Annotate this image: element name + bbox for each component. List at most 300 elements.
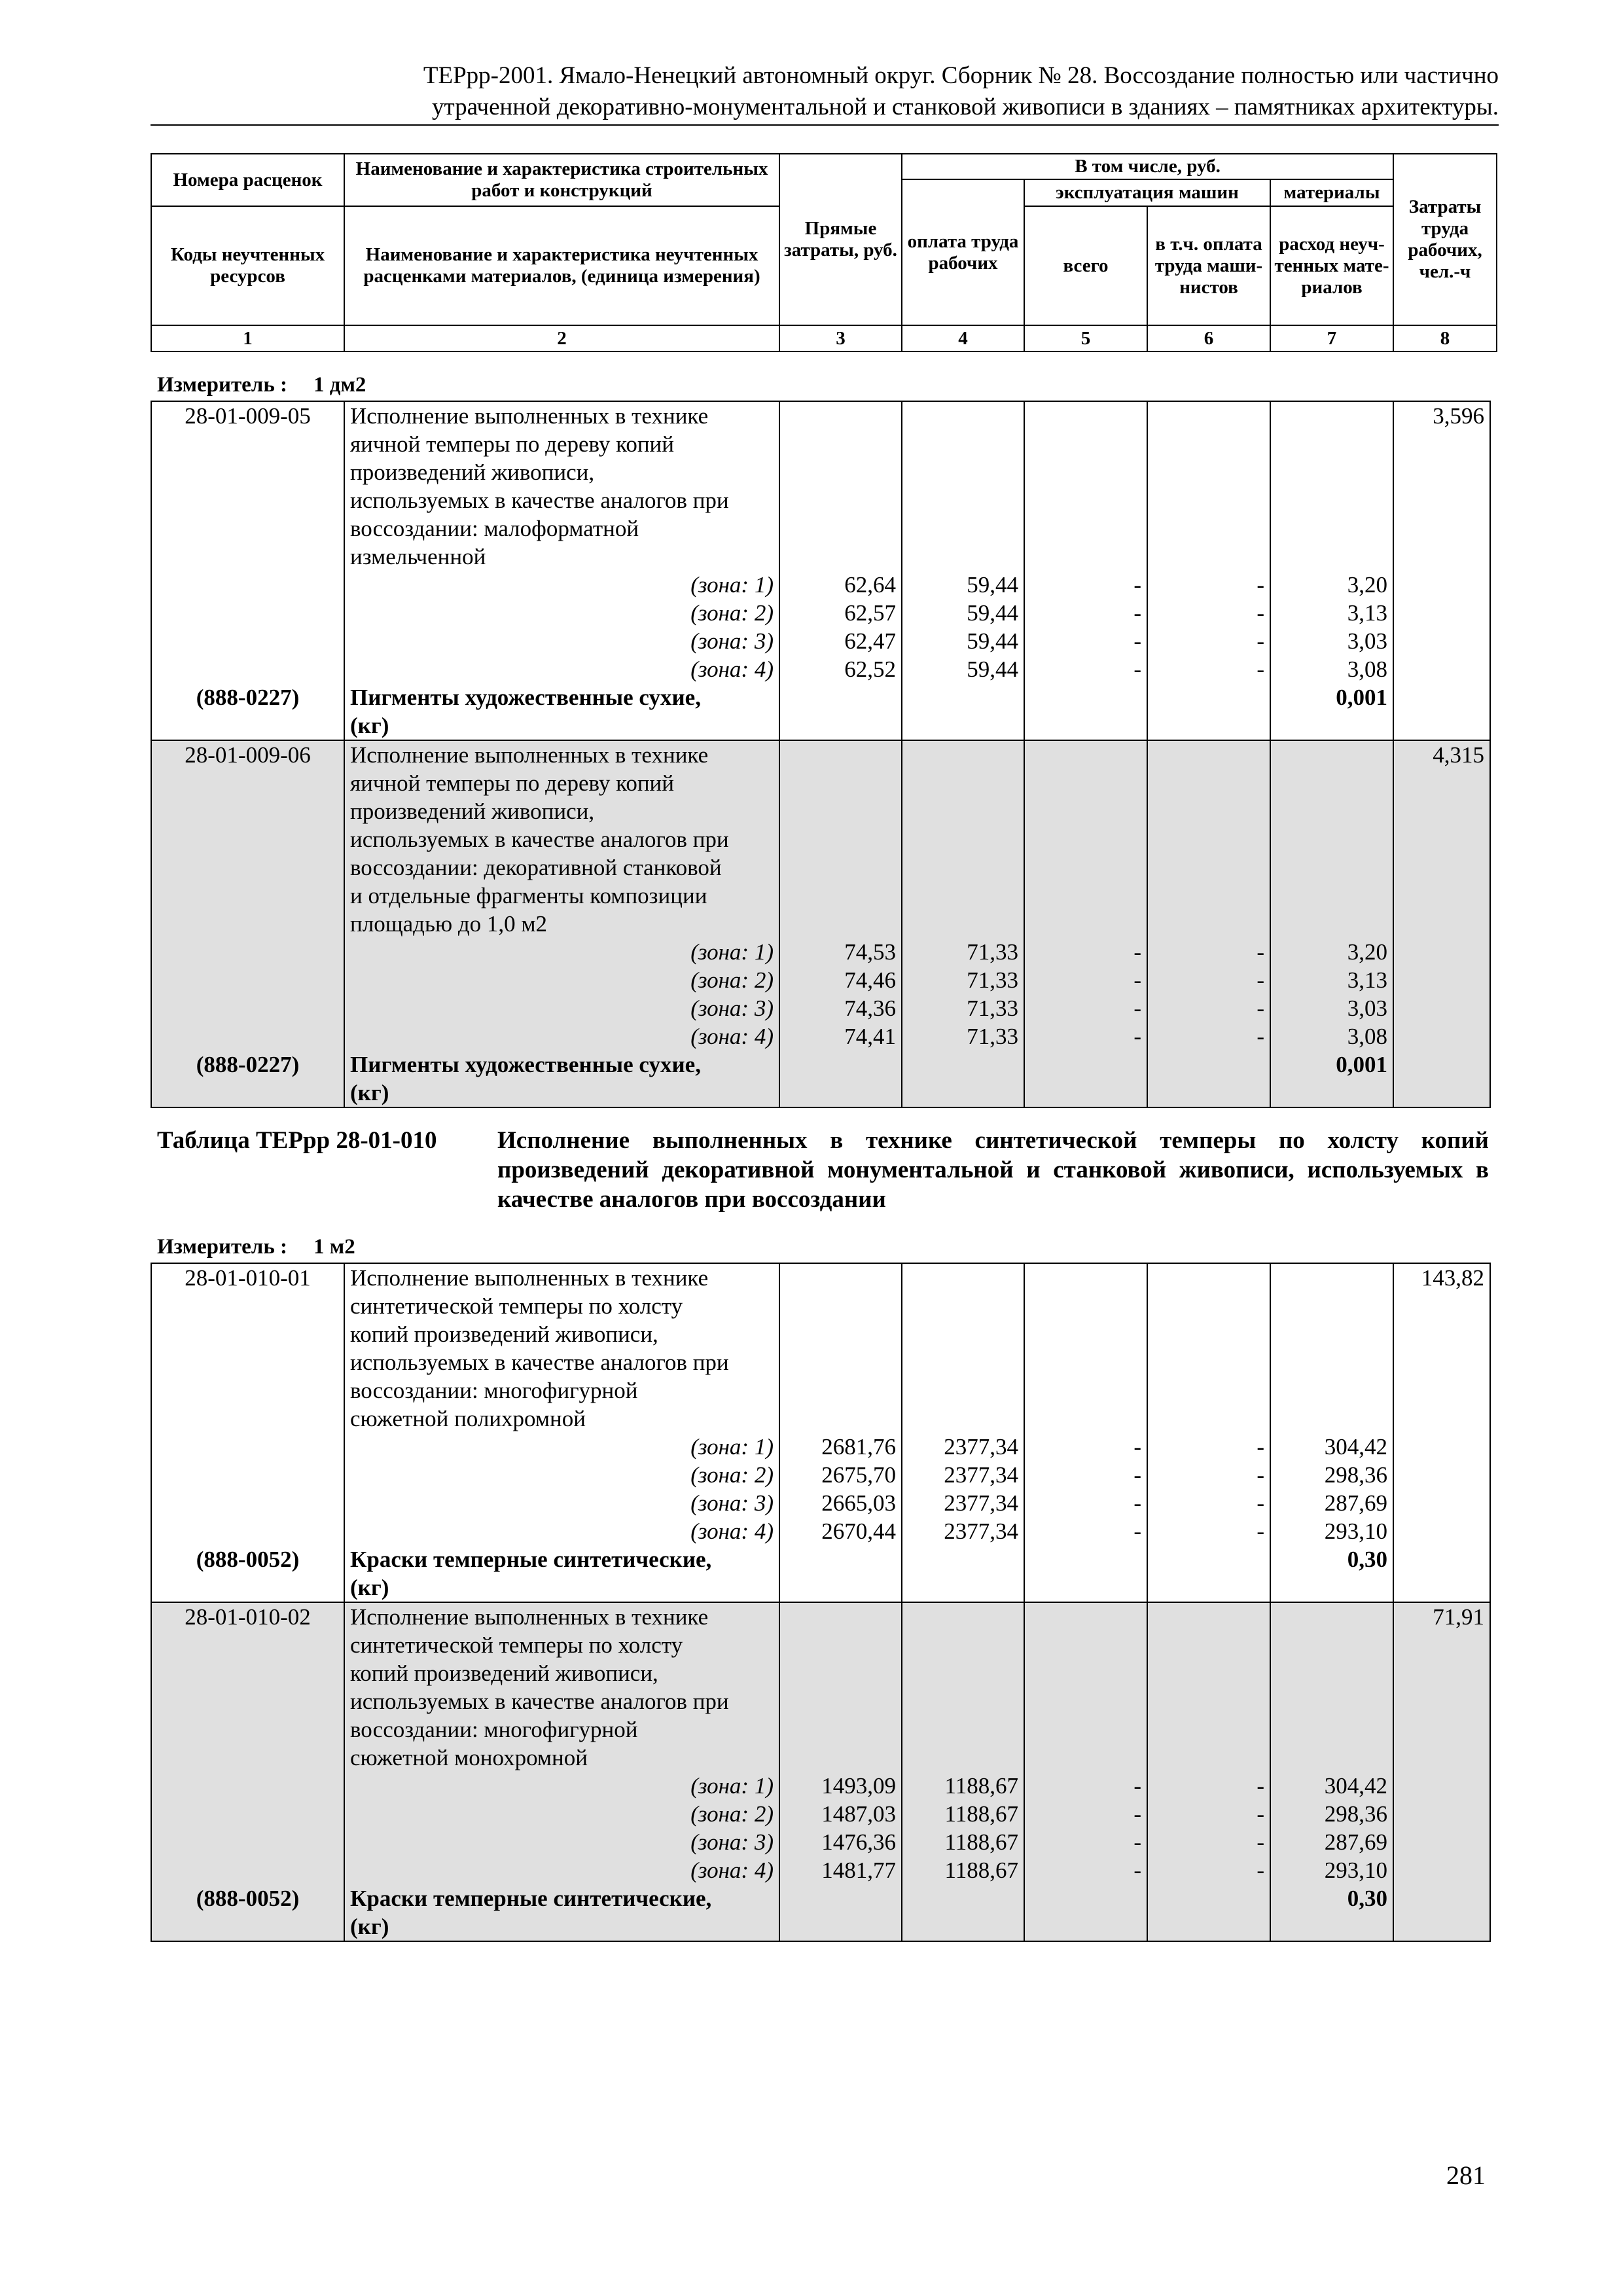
- empty-cell: [1393, 825, 1490, 853]
- labor-pay: 59,44: [902, 571, 1024, 599]
- empty-cell: [779, 740, 902, 769]
- empty-cell: [1024, 910, 1147, 938]
- empty-cell: [902, 711, 1024, 740]
- empty-cell: [1270, 1659, 1393, 1687]
- zone-label: (зона: 1): [344, 938, 779, 966]
- empty-cell: [779, 1631, 902, 1659]
- empty-cell: [902, 1744, 1024, 1772]
- empty-cell: [902, 1659, 1024, 1687]
- empty-cell: [1024, 514, 1147, 543]
- empty-cell: [779, 1659, 902, 1687]
- labor-pay: 2377,34: [902, 1461, 1024, 1489]
- empty-cell: [1393, 1079, 1490, 1107]
- rates-table: [151, 401, 1491, 1108]
- empty-cell: [1147, 1292, 1270, 1320]
- empty-cell: [779, 1405, 902, 1433]
- direct-costs: 62,57: [779, 599, 902, 627]
- zone-label: (зона: 1): [344, 1433, 779, 1461]
- work-name-line: Исполнение выполненных в технике: [344, 1263, 779, 1292]
- empty-cell: [151, 1433, 344, 1461]
- empty-cell: [1024, 458, 1147, 486]
- direct-costs: 2665,03: [779, 1489, 902, 1517]
- rate-entry: [151, 1263, 1490, 1602]
- empty-cell: [779, 543, 902, 571]
- header-line-2: утраченной декоративно-монументальной и станковой живописи в зданиях – памятниках архитектуры.: [431, 94, 1499, 120]
- empty-cell: [902, 1573, 1024, 1602]
- machinist-pay: -: [1147, 1022, 1270, 1050]
- empty-cell: [1147, 853, 1270, 882]
- empty-cell: [1393, 1828, 1490, 1856]
- empty-cell: [902, 514, 1024, 543]
- empty-cell: [902, 853, 1024, 882]
- empty-cell: [902, 1545, 1024, 1573]
- rates-table: [151, 1263, 1491, 1942]
- materials-cost: 293,10: [1270, 1856, 1393, 1884]
- resource-quantity: 0,30: [1270, 1884, 1393, 1912]
- empty-cell: [1024, 769, 1147, 797]
- materials-cost: 3,08: [1270, 655, 1393, 683]
- empty-cell: [1393, 683, 1490, 711]
- col-machines-total: всего: [1024, 206, 1147, 325]
- zone-label: (зона: 1): [344, 571, 779, 599]
- empty-cell: [902, 1348, 1024, 1376]
- empty-cell: [1393, 430, 1490, 458]
- empty-cell: [902, 430, 1024, 458]
- empty-cell: [1147, 430, 1270, 458]
- empty-cell: [1147, 797, 1270, 825]
- empty-cell: [779, 1292, 902, 1320]
- empty-cell: [1393, 1376, 1490, 1405]
- materials-cost: 287,69: [1270, 1489, 1393, 1517]
- work-name-line: произведений живописи,: [344, 458, 779, 486]
- empty-cell: [902, 1405, 1024, 1433]
- empty-cell: [779, 514, 902, 543]
- empty-cell: [1393, 543, 1490, 571]
- direct-costs: 74,46: [779, 966, 902, 994]
- empty-cell: [902, 825, 1024, 853]
- empty-cell: [1393, 769, 1490, 797]
- empty-cell: [1147, 882, 1270, 910]
- empty-cell: [779, 1050, 902, 1079]
- materials-cost: 298,36: [1270, 1800, 1393, 1828]
- direct-costs: 1493,09: [779, 1772, 902, 1800]
- machinist-pay: -: [1147, 1856, 1270, 1884]
- empty-cell: [902, 1320, 1024, 1348]
- empty-cell: [902, 543, 1024, 571]
- empty-cell: [1270, 430, 1393, 458]
- materials-cost: 3,08: [1270, 1022, 1393, 1050]
- resource-quantity: 0,30: [1270, 1545, 1393, 1573]
- empty-cell: [1024, 683, 1147, 711]
- empty-cell: [151, 966, 344, 994]
- labor-pay: 1188,67: [902, 1856, 1024, 1884]
- col-rate-numbers: Номера расценок: [151, 154, 344, 206]
- empty-cell: [779, 1687, 902, 1715]
- unit-value: 1 дм2: [313, 373, 366, 397]
- work-name-line: синтетической темперы по холсту: [344, 1292, 779, 1320]
- empty-cell: [1393, 1800, 1490, 1828]
- rate-code-empty: [151, 1376, 344, 1405]
- empty-cell: [1147, 1602, 1270, 1631]
- empty-cell: [1270, 1376, 1393, 1405]
- empty-cell: [1393, 1631, 1490, 1659]
- empty-cell: [902, 1884, 1024, 1912]
- resource-name-line: Краски темперные синтетические,: [344, 1884, 779, 1912]
- machines-total: -: [1024, 655, 1147, 683]
- empty-cell: [151, 1772, 344, 1800]
- empty-cell: [1024, 825, 1147, 853]
- work-name-line: используемых в качестве аналогов при: [344, 486, 779, 514]
- empty-cell: [1270, 910, 1393, 938]
- work-name-line: воссоздании: малоформатной: [344, 514, 779, 543]
- work-name-line: копий произведений живописи,: [344, 1320, 779, 1348]
- empty-cell: [1024, 1912, 1147, 1941]
- empty-cell: [151, 627, 344, 655]
- empty-cell: [1147, 1744, 1270, 1772]
- empty-cell: [902, 458, 1024, 486]
- empty-cell: [1393, 797, 1490, 825]
- page-header: [151, 60, 1499, 126]
- empty-cell: [779, 1079, 902, 1107]
- resource-name-line: Пигменты художественные сухие,: [344, 683, 779, 711]
- empty-cell: [1393, 994, 1490, 1022]
- empty-cell: [1147, 910, 1270, 938]
- col-direct-costs: Прямые затраты, руб.: [779, 154, 902, 325]
- empty-cell: [1147, 1715, 1270, 1744]
- work-name-line: Исполнение выполненных в технике: [344, 401, 779, 430]
- col-machinist-pay: в т.ч. оплата труда маши-нистов: [1147, 206, 1270, 325]
- machines-total: -: [1024, 966, 1147, 994]
- machines-total: -: [1024, 994, 1147, 1022]
- rate-code-empty: [151, 1659, 344, 1687]
- empty-cell: [1393, 1912, 1490, 1941]
- empty-cell: [779, 711, 902, 740]
- col-materials-consumption: расход неуч-тенных мате-риалов: [1270, 206, 1393, 325]
- direct-costs: 1481,77: [779, 1856, 902, 1884]
- empty-cell: [1270, 1744, 1393, 1772]
- empty-cell: [779, 401, 902, 430]
- rate-code-empty: [151, 882, 344, 910]
- empty-cell: [1024, 1376, 1147, 1405]
- empty-cell: [1270, 711, 1393, 740]
- empty-cell: [1147, 514, 1270, 543]
- materials-cost: 304,42: [1270, 1772, 1393, 1800]
- materials-cost: 3,13: [1270, 966, 1393, 994]
- empty-cell: [1147, 1050, 1270, 1079]
- empty-cell: [1147, 1263, 1270, 1292]
- empty-cell: [1147, 486, 1270, 514]
- rate-code-empty: [151, 514, 344, 543]
- empty-cell: [1270, 486, 1393, 514]
- machines-total: -: [1024, 571, 1147, 599]
- empty-cell: [1270, 514, 1393, 543]
- work-name-line: используемых в качестве аналогов при: [344, 1348, 779, 1376]
- empty-cell: [151, 1800, 344, 1828]
- empty-cell: [1024, 1715, 1147, 1744]
- rate-code-empty: [151, 1715, 344, 1744]
- empty-cell: [779, 825, 902, 853]
- rate-code: 28-01-010-02: [151, 1602, 344, 1631]
- labor-hours: 71,91: [1393, 1602, 1490, 1631]
- empty-cell: [1147, 1376, 1270, 1405]
- empty-cell: [779, 1376, 902, 1405]
- empty-cell: [902, 1631, 1024, 1659]
- table-title-label: Таблица ТЕРрр 28-01-010: [157, 1127, 437, 1154]
- direct-costs: 62,64: [779, 571, 902, 599]
- empty-cell: [779, 1348, 902, 1376]
- zone-label: (зона: 2): [344, 599, 779, 627]
- empty-cell: [1024, 1320, 1147, 1348]
- zone-label: (зона: 3): [344, 1828, 779, 1856]
- empty-cell: [1393, 711, 1490, 740]
- labor-pay: 71,33: [902, 994, 1024, 1022]
- col-number: 5: [1024, 325, 1147, 351]
- machines-total: -: [1024, 1828, 1147, 1856]
- empty-cell: [1393, 1050, 1490, 1079]
- empty-cell: [1024, 543, 1147, 571]
- labor-pay: 2377,34: [902, 1517, 1024, 1545]
- empty-cell: [1393, 1772, 1490, 1800]
- empty-cell: [902, 1602, 1024, 1631]
- empty-cell: [1393, 1659, 1490, 1687]
- machinist-pay: -: [1147, 627, 1270, 655]
- direct-costs: 2681,76: [779, 1433, 902, 1461]
- resource-quantity: 0,001: [1270, 1050, 1393, 1079]
- resource-quantity: 0,001: [1270, 683, 1393, 711]
- empty-cell: [1147, 1884, 1270, 1912]
- empty-cell: [151, 1573, 344, 1602]
- work-name-line: Исполнение выполненных в технике: [344, 740, 779, 769]
- empty-cell: [902, 1376, 1024, 1405]
- resource-name-line: (кг): [344, 711, 779, 740]
- empty-cell: [1270, 825, 1393, 853]
- machinist-pay: -: [1147, 966, 1270, 994]
- empty-cell: [1147, 825, 1270, 853]
- zone-label: (зона: 4): [344, 1856, 779, 1884]
- empty-cell: [1024, 430, 1147, 458]
- empty-cell: [1024, 1292, 1147, 1320]
- labor-pay: 2377,34: [902, 1489, 1024, 1517]
- empty-cell: [1270, 543, 1393, 571]
- empty-cell: [1147, 711, 1270, 740]
- unit-label: Измеритель :: [157, 1235, 288, 1259]
- empty-cell: [1024, 1263, 1147, 1292]
- machines-total: -: [1024, 938, 1147, 966]
- empty-cell: [1024, 1884, 1147, 1912]
- empty-cell: [1147, 1659, 1270, 1687]
- empty-cell: [1393, 1856, 1490, 1884]
- rate-code-empty: [151, 769, 344, 797]
- empty-cell: [151, 571, 344, 599]
- work-name-line: копий произведений живописи,: [344, 1659, 779, 1687]
- col-number: 2: [344, 325, 779, 351]
- empty-cell: [1270, 1320, 1393, 1348]
- empty-cell: [1024, 401, 1147, 430]
- work-name-line: воссоздании: многофигурной: [344, 1715, 779, 1744]
- empty-cell: [1024, 1545, 1147, 1573]
- rate-entry: [151, 401, 1490, 740]
- empty-cell: [779, 1912, 902, 1941]
- labor-hours: 4,315: [1393, 740, 1490, 769]
- empty-cell: [1147, 1631, 1270, 1659]
- labor-pay: 71,33: [902, 1022, 1024, 1050]
- col-number: 8: [1393, 325, 1497, 351]
- empty-cell: [902, 797, 1024, 825]
- empty-cell: [1147, 1545, 1270, 1573]
- rate-entry: [151, 1602, 1490, 1941]
- machines-total: -: [1024, 1772, 1147, 1800]
- work-name-line: произведений живописи,: [344, 797, 779, 825]
- rate-code-empty: [151, 1292, 344, 1320]
- empty-cell: [151, 1022, 344, 1050]
- empty-cell: [1393, 599, 1490, 627]
- direct-costs: 2675,70: [779, 1461, 902, 1489]
- machines-total: -: [1024, 1022, 1147, 1050]
- empty-cell: [779, 769, 902, 797]
- empty-cell: [1024, 1631, 1147, 1659]
- work-name-line: сюжетной полихромной: [344, 1405, 779, 1433]
- empty-cell: [1393, 1687, 1490, 1715]
- resource-name-line: Пигменты художественные сухие,: [344, 1050, 779, 1079]
- machinist-pay: -: [1147, 1517, 1270, 1545]
- col-material-name: Наименование и характеристика неучтенных расценками материалов, (единица измерения): [344, 206, 779, 325]
- empty-cell: [1393, 1517, 1490, 1545]
- labor-pay: 71,33: [902, 938, 1024, 966]
- empty-cell: [1147, 1405, 1270, 1433]
- empty-cell: [1024, 1050, 1147, 1079]
- machines-total: -: [1024, 599, 1147, 627]
- empty-cell: [1270, 1263, 1393, 1292]
- rate-code-empty: [151, 825, 344, 853]
- machinist-pay: -: [1147, 1772, 1270, 1800]
- zone-label: (зона: 4): [344, 1022, 779, 1050]
- column-header-table: [151, 153, 1497, 352]
- empty-cell: [902, 1715, 1024, 1744]
- work-name-line: синтетической темперы по холсту: [344, 1631, 779, 1659]
- empty-cell: [902, 683, 1024, 711]
- resource-code: (888-0227): [151, 683, 344, 711]
- direct-costs: 1487,03: [779, 1800, 902, 1828]
- rate-code-empty: [151, 486, 344, 514]
- page-number: 281: [1446, 2161, 1486, 2190]
- zone-label: (зона: 4): [344, 655, 779, 683]
- empty-cell: [1393, 1348, 1490, 1376]
- empty-cell: [151, 1856, 344, 1884]
- empty-cell: [1147, 683, 1270, 711]
- empty-cell: [1270, 1573, 1393, 1602]
- empty-cell: [1393, 1022, 1490, 1050]
- work-name-line: используемых в качестве аналогов при: [344, 825, 779, 853]
- empty-cell: [902, 486, 1024, 514]
- empty-cell: [1024, 740, 1147, 769]
- direct-costs: 74,53: [779, 938, 902, 966]
- materials-cost: 287,69: [1270, 1828, 1393, 1856]
- empty-cell: [1270, 1348, 1393, 1376]
- resource-name-line: (кг): [344, 1573, 779, 1602]
- empty-cell: [902, 882, 1024, 910]
- empty-cell: [151, 1912, 344, 1941]
- col-number: 3: [779, 325, 902, 351]
- empty-cell: [779, 1263, 902, 1292]
- unit-line: [157, 372, 366, 398]
- machinist-pay: -: [1147, 599, 1270, 627]
- labor-hours: 3,596: [1393, 401, 1490, 430]
- col-materials: материалы: [1270, 179, 1393, 206]
- machinist-pay: -: [1147, 1828, 1270, 1856]
- empty-cell: [1270, 882, 1393, 910]
- empty-cell: [1024, 1079, 1147, 1107]
- labor-pay: 59,44: [902, 599, 1024, 627]
- empty-cell: [779, 486, 902, 514]
- direct-costs: 1476,36: [779, 1828, 902, 1856]
- empty-cell: [1393, 938, 1490, 966]
- direct-costs: 62,47: [779, 627, 902, 655]
- col-including: В том числе, руб.: [902, 154, 1393, 179]
- empty-cell: [151, 1828, 344, 1856]
- empty-cell: [902, 1292, 1024, 1320]
- empty-cell: [1270, 853, 1393, 882]
- rate-code: 28-01-009-05: [151, 401, 344, 430]
- rate-code-empty: [151, 1687, 344, 1715]
- empty-cell: [1270, 740, 1393, 769]
- empty-cell: [1147, 769, 1270, 797]
- empty-cell: [1270, 1912, 1393, 1941]
- empty-cell: [151, 1461, 344, 1489]
- col-number: 6: [1147, 325, 1270, 351]
- resource-name-line: Краски темперные синтетические,: [344, 1545, 779, 1573]
- empty-cell: [1270, 1079, 1393, 1107]
- machinist-pay: -: [1147, 938, 1270, 966]
- machinist-pay: -: [1147, 571, 1270, 599]
- rate-code-empty: [151, 853, 344, 882]
- empty-cell: [902, 910, 1024, 938]
- empty-cell: [1393, 514, 1490, 543]
- empty-cell: [902, 1263, 1024, 1292]
- unit-label: Измеритель :: [157, 373, 288, 397]
- labor-pay: 1188,67: [902, 1800, 1024, 1828]
- empty-cell: [902, 1079, 1024, 1107]
- zone-label: (зона: 4): [344, 1517, 779, 1545]
- empty-cell: [1024, 1744, 1147, 1772]
- empty-cell: [1393, 910, 1490, 938]
- empty-cell: [151, 711, 344, 740]
- col-codes: Коды неучтенных ресурсов: [151, 206, 344, 325]
- empty-cell: [1393, 1545, 1490, 1573]
- work-name-line: воссоздании: декоративной станковой: [344, 853, 779, 882]
- empty-cell: [1024, 1405, 1147, 1433]
- col-number: 7: [1270, 325, 1393, 351]
- empty-cell: [779, 1320, 902, 1348]
- materials-cost: 3,13: [1270, 599, 1393, 627]
- col-number: 1: [151, 325, 344, 351]
- empty-cell: [1270, 1687, 1393, 1715]
- materials-cost: 3,03: [1270, 994, 1393, 1022]
- empty-cell: [151, 938, 344, 966]
- work-name-line: яичной темперы по дереву копий: [344, 769, 779, 797]
- labor-pay: 71,33: [902, 966, 1024, 994]
- empty-cell: [1393, 1292, 1490, 1320]
- machinist-pay: -: [1147, 994, 1270, 1022]
- machinist-pay: -: [1147, 655, 1270, 683]
- empty-cell: [1393, 1433, 1490, 1461]
- machinist-pay: -: [1147, 1489, 1270, 1517]
- empty-cell: [779, 430, 902, 458]
- empty-cell: [1393, 486, 1490, 514]
- empty-cell: [151, 994, 344, 1022]
- machines-total: -: [1024, 1856, 1147, 1884]
- unit-line: [157, 1234, 355, 1260]
- empty-cell: [1147, 401, 1270, 430]
